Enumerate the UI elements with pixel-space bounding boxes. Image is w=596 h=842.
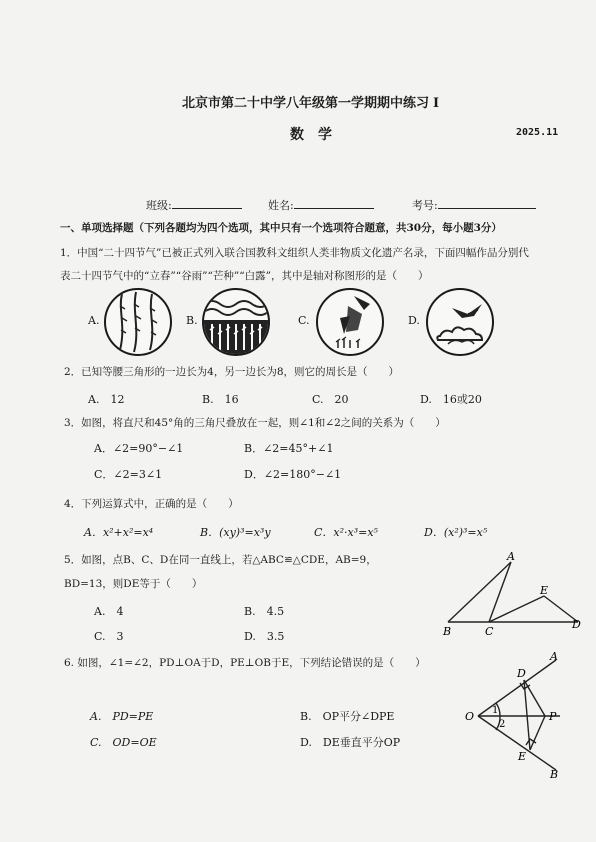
q5-option-b: B. 4.5 (244, 605, 285, 618)
class-field: 班级: (146, 197, 242, 213)
q4-option-a: A．x²+x²=x⁴ (84, 526, 154, 539)
q1-option-c-label: C. (298, 314, 310, 327)
q5-label-a: A (507, 550, 515, 563)
q6-angle-1: 1 (492, 705, 499, 716)
exam-title: 北京市第二十中学八年级第一学期期中练习 Ⅰ (182, 96, 440, 111)
q2-option-c: C. 20 (312, 393, 349, 406)
q1-option-a-label: A. (88, 314, 100, 327)
q3-option-a: A．∠2=90°−∠1 (94, 442, 184, 455)
q5-label-e: E (540, 584, 549, 597)
q5-option-c: C. 3 (94, 630, 124, 643)
q5-label-d: D (572, 618, 581, 631)
q5-label-b: B (443, 625, 452, 638)
q3-option-b: B．∠2=45°+∠1 (244, 442, 334, 455)
q5-option-a: A. 4 (94, 605, 124, 618)
q5-label-c: C (485, 625, 494, 638)
q4-option-c: C．x²·x³=x⁵ (314, 526, 378, 539)
q6-angle-2: 2 (499, 719, 506, 730)
q6-option-a: A. PD=PE (90, 710, 154, 723)
q6-label-a: A (550, 650, 558, 663)
q4-stem: 4．下列运算式中，正确的是（ ） (64, 498, 239, 510)
q6-label-p: P (549, 710, 557, 723)
q5-stem-line1: 5．如图，点B、C、D在同一直线上，若△ABC≌△CDE，AB=9， (64, 554, 377, 566)
exam-date: 2025.11 (516, 127, 559, 138)
name-field: 姓名: (268, 197, 374, 213)
q1-option-b-label: B. (186, 314, 198, 327)
q5-option-d: D. 3.5 (244, 630, 285, 643)
q2-option-a: A. 12 (88, 393, 125, 406)
q6-option-c: C. OD=OE (90, 736, 157, 749)
q1-option-d-label: D. (408, 314, 420, 327)
q3-stem: 3．如图，将直尺和45°角的三角尺叠放在一起，则∠1和∠2之间的关系为（ ） (64, 417, 446, 429)
q5-stem-line2: BD=13，则DE等于（ ） (64, 578, 203, 590)
subject-title: 数 学 (290, 127, 332, 143)
q1-stem-line2: 表二十四节气中的“立春”“谷雨”“芒种”“白露”，其中是轴对称图形的是（ ） (60, 270, 429, 282)
q6-label-d: D (517, 667, 526, 680)
q6-label-e: E (518, 750, 527, 763)
q3-option-d: D．∠2=180°−∠1 (244, 468, 342, 481)
q3-option-c: C．∠2=3∠1 (94, 468, 163, 481)
q2-option-d: D. 16或20 (420, 393, 482, 406)
q1-stem-line1: 1．中国“二十四节气”已被正式列入联合国教科文组织人类非物质文化遗产名录，下面四幅作品分别代 (60, 247, 529, 259)
q6-label-b: B (550, 768, 559, 781)
section-1-title: 一、单项选择题（下列各题均为四个选项，其中只有一个选项符合题意，共30分，每小题3分） (60, 222, 502, 234)
q4-option-d: D．(x²)³=x⁵ (424, 526, 488, 539)
q2-option-b: B. 16 (202, 393, 239, 406)
q6-label-o: O (465, 710, 475, 723)
q6-stem: 6. 如图，∠1=∠2，PD⊥OA于D，PE⊥OB于E，下列结论错误的是（ ） (64, 657, 426, 669)
q2-stem: 2．已知等腰三角形的一边长为4，另一边长为8，则它的周长是（ ） (64, 366, 400, 378)
q6-option-d: D. DE垂直平分OP (300, 736, 401, 749)
exam-number-field: 考号: (412, 197, 536, 213)
q6-option-b: B. OP平分∠DPE (300, 710, 395, 723)
q4-option-b: B．(xy)³=x³y (200, 526, 271, 539)
